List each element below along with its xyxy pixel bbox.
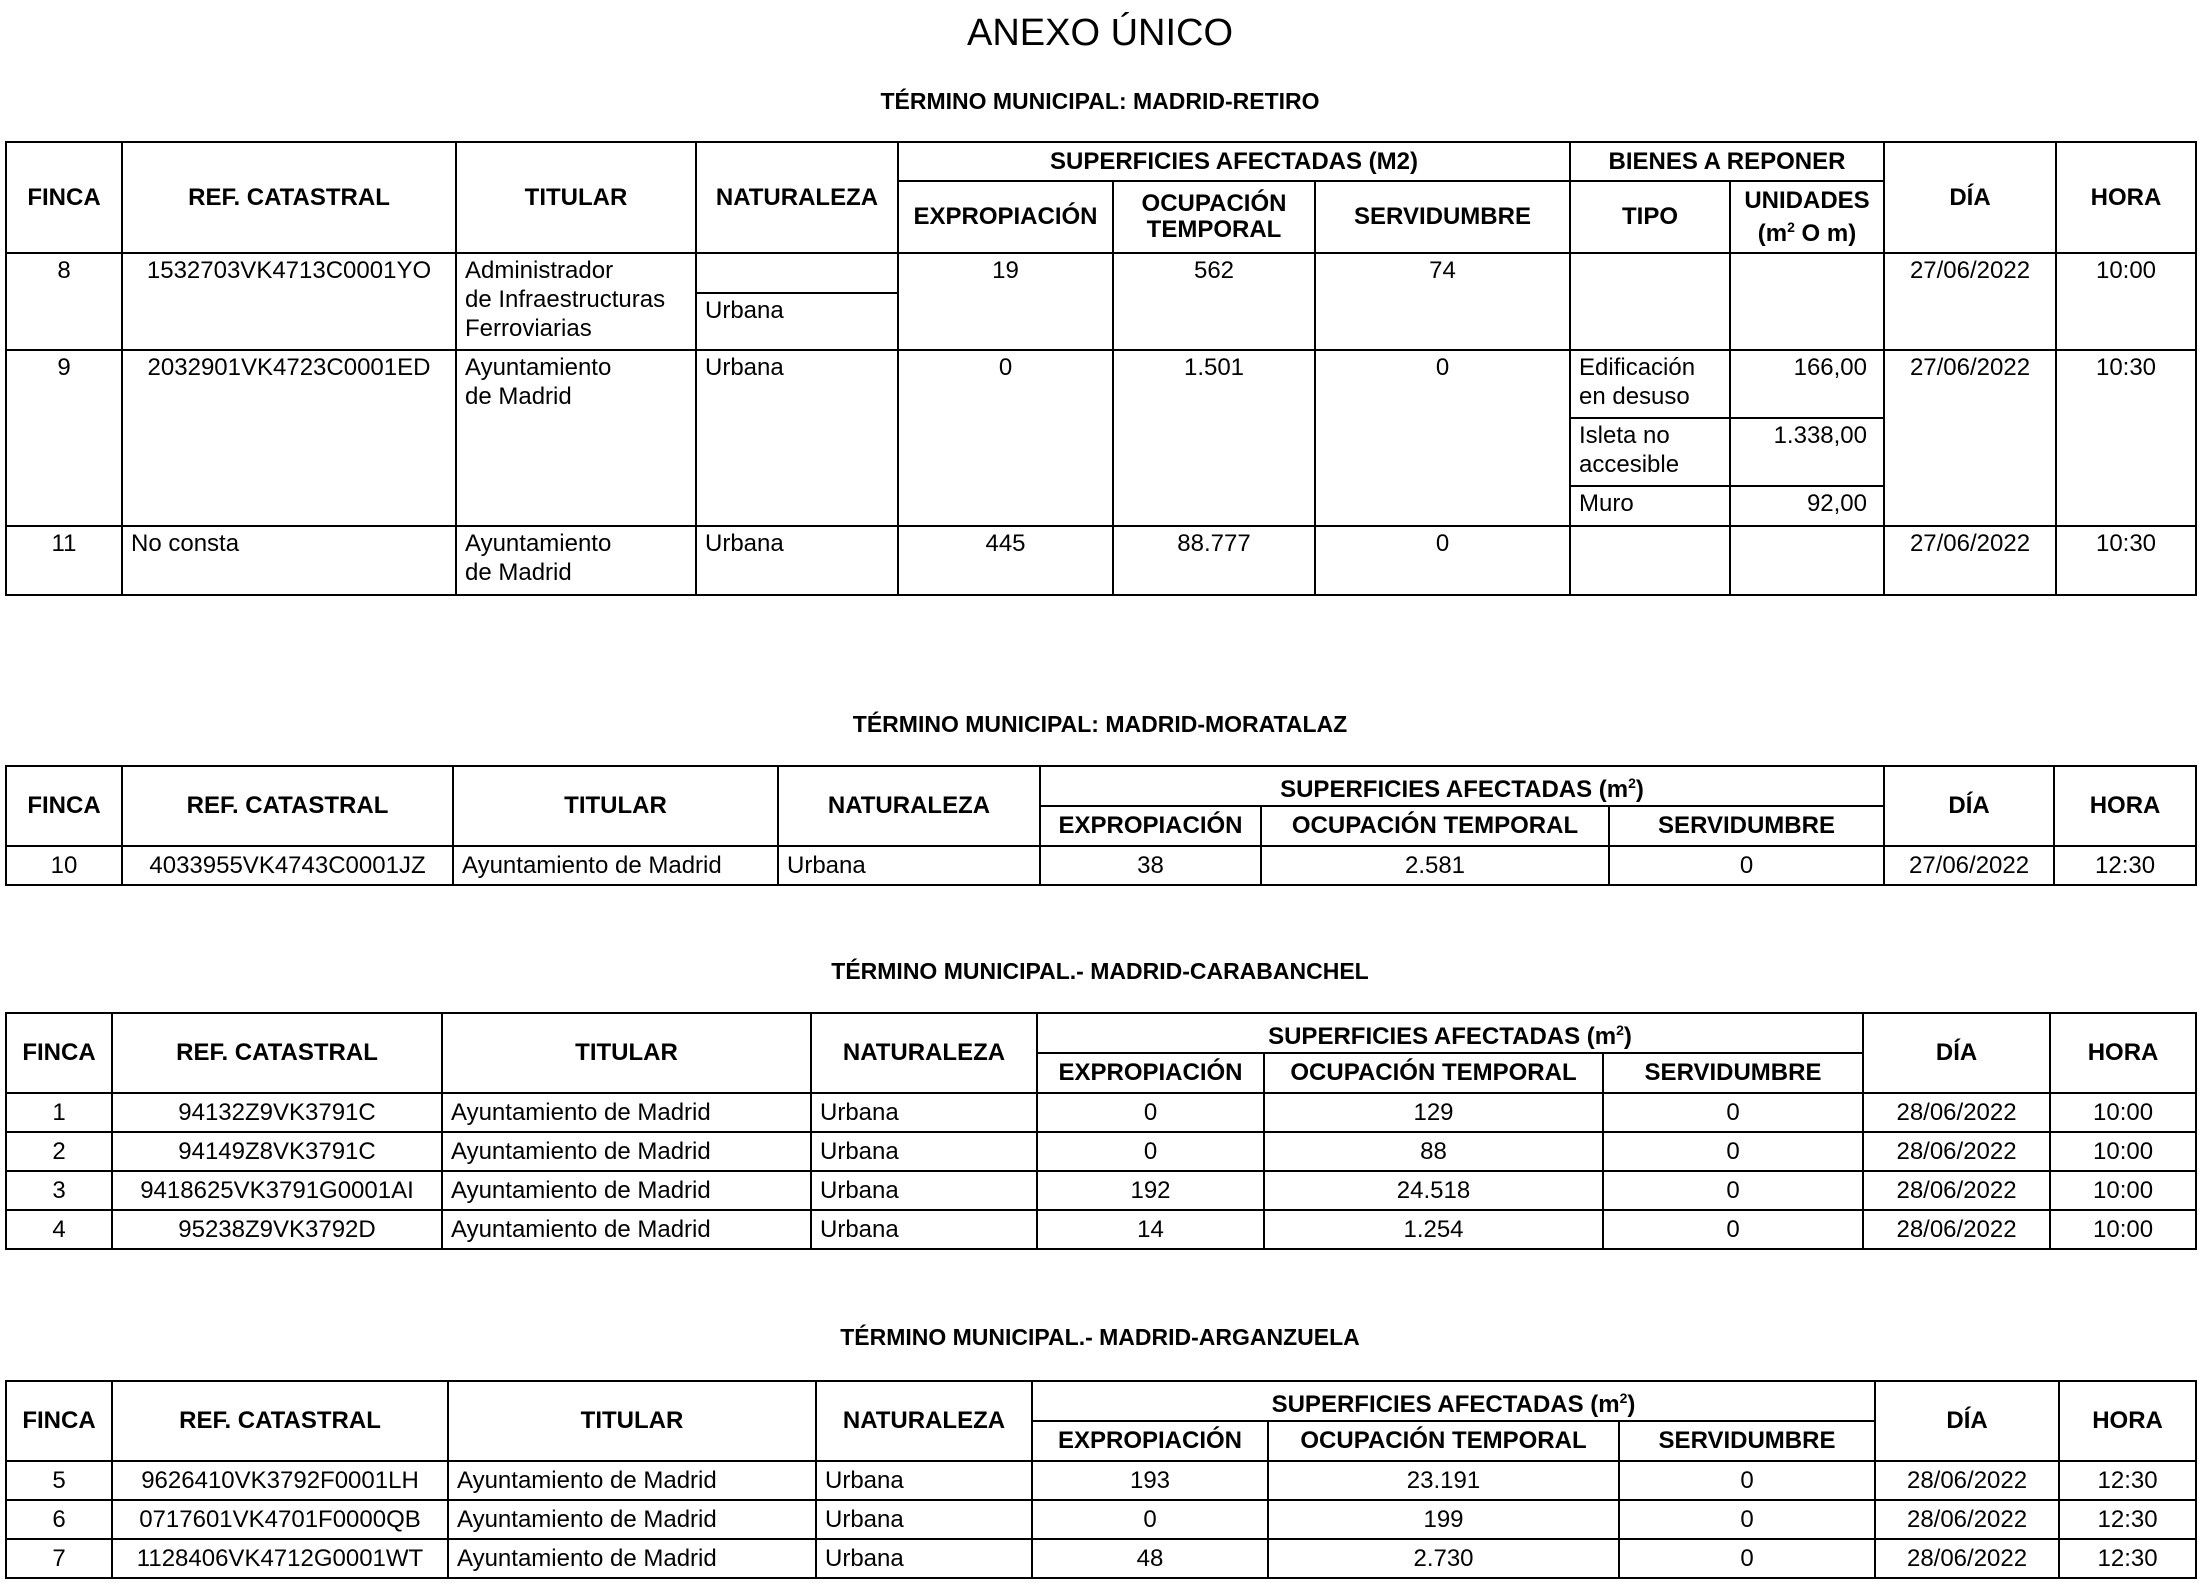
table-row: [6, 1093, 2196, 1132]
header-finca: FINCA: [6, 766, 122, 846]
cell-unidades: 1.338,00: [1730, 418, 1884, 486]
table-arganzuela: [5, 1380, 2197, 1579]
cell-ocupacion: 88: [1264, 1132, 1603, 1171]
cell-naturaleza: Urbana: [816, 1539, 1032, 1578]
cell-ref: 4033955VK4743C0001JZ: [122, 846, 453, 885]
cell-ref: 2032901VK4723C0001ED: [122, 350, 456, 526]
header-superficies: [1032, 1381, 1875, 1421]
cell-ocupacion: 129: [1264, 1093, 1603, 1132]
cell-finca: 3: [6, 1171, 112, 1210]
section-heading-carabanchel: TÉRMINO MUNICIPAL.- MADRID-CARABANCHEL: [831, 958, 1369, 984]
section-heading-retiro: TÉRMINO MUNICIPAL: MADRID-RETIRO: [880, 88, 1320, 114]
cell-finca: 10: [6, 846, 122, 885]
header-ref-catastral: REF. CATASTRAL: [112, 1013, 442, 1093]
cell-titular: Ayuntamiento de Madrid: [453, 846, 778, 885]
cell-titular-line1: Ayuntamiento: [465, 530, 612, 557]
cell-tipo: [1570, 350, 1730, 418]
cell-unidades: 92,00: [1730, 486, 1884, 526]
header-naturaleza: NATURALEZA: [816, 1381, 1032, 1461]
header-expropiacion: EXPROPIACIÓN: [1040, 806, 1261, 846]
cell-expropiacion: 48: [1032, 1539, 1268, 1578]
cell-ref: 94149Z8VK3791C: [112, 1132, 442, 1171]
cell-dia: 28/06/2022: [1863, 1093, 2050, 1132]
cell-naturaleza: Urbana: [696, 293, 898, 350]
cell-naturaleza: Urbana: [811, 1093, 1037, 1132]
header-hora: HORA: [2050, 1013, 2196, 1093]
cell-hora: 12:30: [2059, 1500, 2196, 1539]
cell-naturaleza: Urbana: [696, 526, 898, 595]
cell-expropiacion: 193: [1032, 1461, 1268, 1500]
header-ocupacion-temporal: OCUPACIÓN TEMPORAL: [1268, 1421, 1619, 1461]
header-ref-catastral: REF. CATASTRAL: [122, 766, 453, 846]
cell-hora: 10:30: [2056, 350, 2196, 526]
cell-hora: 10:00: [2056, 253, 2196, 350]
cell-hora: 10:00: [2050, 1093, 2196, 1132]
cell-tipo: Muro: [1570, 486, 1730, 526]
cell-naturaleza-empty: [696, 253, 898, 293]
header-superficies: SUPERFICIES AFECTADAS (M2): [898, 142, 1570, 181]
cell-titular: Ayuntamiento de Madrid: [448, 1539, 816, 1578]
cell-expropiacion: 14: [1037, 1210, 1264, 1249]
cell-titular-line3: Ferroviarias: [465, 315, 592, 342]
cell-dia: 27/06/2022: [1884, 846, 2054, 885]
cell-ref: 9626410VK3792F0001LH: [112, 1461, 448, 1500]
cell-servidumbre: 0: [1603, 1171, 1863, 1210]
header-unidades-line1: UNIDADES: [1744, 186, 1870, 214]
cell-servidumbre: 74: [1315, 253, 1570, 350]
cell-dia: 27/06/2022: [1884, 526, 2056, 595]
cell-titular: Ayuntamiento de Madrid: [442, 1171, 811, 1210]
header-ocupacion-line1: OCUPACIÓN: [1141, 190, 1287, 217]
cell-finca: 7: [6, 1539, 112, 1578]
cell-expropiacion: 0: [1037, 1132, 1264, 1171]
header-unidades: [1730, 181, 1884, 253]
header-expropiacion: EXPROPIACIÓN: [1037, 1053, 1264, 1093]
cell-naturaleza: Urbana: [811, 1132, 1037, 1171]
cell-ocupacion: 2.581: [1261, 846, 1609, 885]
cell-tipo-line1: Edificación: [1579, 354, 1696, 381]
cell-finca: 2: [6, 1132, 112, 1171]
cell-finca: 4: [6, 1210, 112, 1249]
cell-finca: 11: [6, 526, 122, 595]
cell-finca: 5: [6, 1461, 112, 1500]
cell-expropiacion: 445: [898, 526, 1113, 595]
header-expropiacion: EXPROPIACIÓN: [1032, 1421, 1268, 1461]
table-row: [6, 526, 2196, 595]
header-superficies-end: ): [1623, 1022, 1632, 1050]
cell-servidumbre: 0: [1315, 526, 1570, 595]
header-hora: HORA: [2056, 142, 2196, 253]
header-ref-catastral: REF. CATASTRAL: [122, 142, 456, 253]
cell-dia: 28/06/2022: [1875, 1461, 2059, 1500]
header-naturaleza: NATURALEZA: [696, 142, 898, 253]
cell-servidumbre: 0: [1603, 1093, 1863, 1132]
cell-titular: [456, 526, 696, 595]
header-dia: DÍA: [1875, 1381, 2059, 1461]
table-row: [6, 846, 2196, 885]
cell-servidumbre: 0: [1609, 846, 1884, 885]
header-servidumbre: SERVIDUMBRE: [1315, 181, 1570, 253]
table-row: [6, 1210, 2196, 1249]
cell-expropiacion: 19: [898, 253, 1113, 350]
cell-hora: 10:00: [2050, 1132, 2196, 1171]
table-row: [6, 350, 2196, 418]
header-superficies-sup: 2: [1616, 1021, 1624, 1038]
cell-expropiacion: 0: [1032, 1500, 1268, 1539]
cell-ocupacion: 562: [1113, 253, 1315, 350]
cell-tipo-empty: [1570, 526, 1730, 595]
header-servidumbre: SERVIDUMBRE: [1603, 1053, 1863, 1093]
cell-dia: 28/06/2022: [1863, 1132, 2050, 1171]
cell-unidades: 166,00: [1730, 350, 1884, 418]
cell-ocupacion: 88.777: [1113, 526, 1315, 595]
cell-ref: 94132Z9VK3791C: [112, 1093, 442, 1132]
cell-tipo-line1: Isleta no: [1579, 422, 1670, 449]
header-superficies-text: SUPERFICIES AFECTADAS (m: [1280, 775, 1629, 803]
table-row: [6, 1539, 2196, 1578]
cell-tipo: [1570, 418, 1730, 486]
cell-dia: 27/06/2022: [1884, 350, 2056, 526]
header-superficies-text: SUPERFICIES AFECTADAS (m: [1271, 1390, 1620, 1418]
header-hora: HORA: [2054, 766, 2196, 846]
document-title: ANEXO ÚNICO: [966, 12, 1234, 54]
cell-naturaleza: Urbana: [778, 846, 1040, 885]
header-superficies-end: ): [1627, 1390, 1636, 1418]
cell-finca: 6: [6, 1500, 112, 1539]
table-row: [6, 1171, 2196, 1210]
header-finca: FINCA: [6, 1013, 112, 1093]
table-row: [6, 253, 2196, 293]
cell-servidumbre: 0: [1603, 1132, 1863, 1171]
cell-ref: 1532703VK4713C0001YO: [122, 253, 456, 350]
cell-ref: No consta: [122, 526, 456, 595]
cell-titular: Ayuntamiento de Madrid: [448, 1461, 816, 1500]
cell-tipo-line2: en desuso: [1579, 383, 1690, 410]
cell-servidumbre: 0: [1603, 1210, 1863, 1249]
header-naturaleza: NATURALEZA: [778, 766, 1040, 846]
header-naturaleza: NATURALEZA: [811, 1013, 1037, 1093]
header-superficies: [1037, 1013, 1863, 1053]
table-row: [6, 1132, 2196, 1171]
header-finca: FINCA: [6, 1381, 112, 1461]
section-heading-arganzuela: TÉRMINO MUNICIPAL.- MADRID-ARGANZUELA: [840, 1324, 1360, 1350]
table-carabanchel: [5, 1012, 2197, 1250]
header-unidades-line2b: O m): [1794, 219, 1857, 247]
header-titular: TITULAR: [448, 1381, 816, 1461]
cell-ocupacion: 23.191: [1268, 1461, 1619, 1500]
cell-titular: [456, 253, 696, 350]
cell-titular-line1: Administrador: [465, 257, 614, 284]
cell-finca: 9: [6, 350, 122, 526]
table-retiro: [5, 141, 2197, 596]
cell-servidumbre: 0: [1619, 1539, 1875, 1578]
header-titular: TITULAR: [453, 766, 778, 846]
cell-servidumbre: 0: [1315, 350, 1570, 526]
header-dia: DÍA: [1863, 1013, 2050, 1093]
header-superficies-sup: 2: [1619, 1389, 1628, 1406]
header-expropiacion: EXPROPIACIÓN: [898, 181, 1113, 253]
cell-titular-line1: Ayuntamiento: [465, 354, 612, 381]
cell-ocupacion: 1.501: [1113, 350, 1315, 526]
cell-unidades-empty: [1730, 253, 1884, 350]
cell-ocupacion: 2.730: [1268, 1539, 1619, 1578]
cell-hora: 12:30: [2059, 1539, 2196, 1578]
cell-finca: 1: [6, 1093, 112, 1132]
cell-ref: 9418625VK3791G0001AI: [112, 1171, 442, 1210]
header-servidumbre: SERVIDUMBRE: [1609, 806, 1884, 846]
cell-finca: 8: [6, 253, 122, 350]
cell-hora: 12:30: [2059, 1461, 2196, 1500]
cell-naturaleza: Urbana: [811, 1210, 1037, 1249]
header-superficies: [1040, 766, 1884, 806]
header-hora: HORA: [2059, 1381, 2196, 1461]
cell-ref: 95238Z9VK3792D: [112, 1210, 442, 1249]
cell-unidades-empty: [1730, 526, 1884, 595]
cell-tipo-line2: accesible: [1579, 451, 1680, 478]
cell-hora: 12:30: [2054, 846, 2196, 885]
header-dia: DÍA: [1884, 142, 2056, 253]
cell-titular: Ayuntamiento de Madrid: [442, 1132, 811, 1171]
cell-titular-line2: de Infraestructuras: [465, 286, 666, 313]
header-dia: DÍA: [1884, 766, 2054, 846]
cell-dia: 28/06/2022: [1863, 1171, 2050, 1210]
header-bienes-reponer: BIENES A REPONER: [1570, 142, 1884, 181]
header-ref-catastral: REF. CATASTRAL: [112, 1381, 448, 1461]
cell-hora: 10:00: [2050, 1210, 2196, 1249]
cell-expropiacion: 0: [898, 350, 1113, 526]
header-ocupacion-line2: TEMPORAL: [1146, 216, 1282, 243]
cell-dia: 28/06/2022: [1875, 1539, 2059, 1578]
cell-titular: Ayuntamiento de Madrid: [442, 1093, 811, 1132]
cell-naturaleza: Urbana: [811, 1171, 1037, 1210]
cell-ocupacion: 24.518: [1264, 1171, 1603, 1210]
cell-ref: 1128406VK4712G0001WT: [112, 1539, 448, 1578]
cell-tipo-empty: [1570, 253, 1730, 350]
header-ocupacion-temporal: OCUPACIÓN TEMPORAL: [1261, 806, 1609, 846]
section-heading-moratalaz: TÉRMINO MUNICIPAL: MADRID-MORATALAZ: [852, 711, 1348, 737]
cell-expropiacion: 192: [1037, 1171, 1264, 1210]
table-row: [6, 1500, 2196, 1539]
header-superficies-sup: 2: [1628, 774, 1636, 791]
header-unidades-sup: 2: [1787, 218, 1795, 235]
header-ocupacion-temporal: [1113, 181, 1315, 253]
cell-hora: 10:00: [2050, 1171, 2196, 1210]
cell-titular: Ayuntamiento de Madrid: [442, 1210, 811, 1249]
cell-servidumbre: 0: [1619, 1461, 1875, 1500]
header-titular: TITULAR: [442, 1013, 811, 1093]
cell-hora: 10:30: [2056, 526, 2196, 595]
cell-dia: 28/06/2022: [1875, 1500, 2059, 1539]
table-row: [6, 1461, 2196, 1500]
cell-titular-line2: de Madrid: [465, 383, 572, 410]
header-titular: TITULAR: [456, 142, 696, 253]
header-tipo: TIPO: [1570, 181, 1730, 253]
cell-titular: [456, 350, 696, 526]
cell-ocupacion: 1.254: [1264, 1210, 1603, 1249]
header-superficies-text: SUPERFICIES AFECTADAS (m: [1268, 1022, 1617, 1050]
cell-titular-line2: de Madrid: [465, 559, 572, 586]
header-unidades-line2a: (m: [1757, 219, 1788, 247]
cell-servidumbre: 0: [1619, 1500, 1875, 1539]
cell-dia: 27/06/2022: [1884, 253, 2056, 350]
cell-ref: 0717601VK4701F0000QB: [112, 1500, 448, 1539]
cell-titular: Ayuntamiento de Madrid: [448, 1500, 816, 1539]
cell-naturaleza: Urbana: [696, 350, 898, 526]
header-superficies-end: ): [1635, 775, 1644, 803]
cell-expropiacion: 0: [1037, 1093, 1264, 1132]
cell-dia: 28/06/2022: [1863, 1210, 2050, 1249]
cell-naturaleza: Urbana: [816, 1500, 1032, 1539]
header-finca: FINCA: [6, 142, 122, 253]
cell-expropiacion: 38: [1040, 846, 1261, 885]
cell-naturaleza: Urbana: [816, 1461, 1032, 1500]
table-moratalaz: [5, 765, 2197, 886]
header-ocupacion-temporal: OCUPACIÓN TEMPORAL: [1264, 1053, 1603, 1093]
cell-ocupacion: 199: [1268, 1500, 1619, 1539]
header-servidumbre: SERVIDUMBRE: [1619, 1421, 1875, 1461]
